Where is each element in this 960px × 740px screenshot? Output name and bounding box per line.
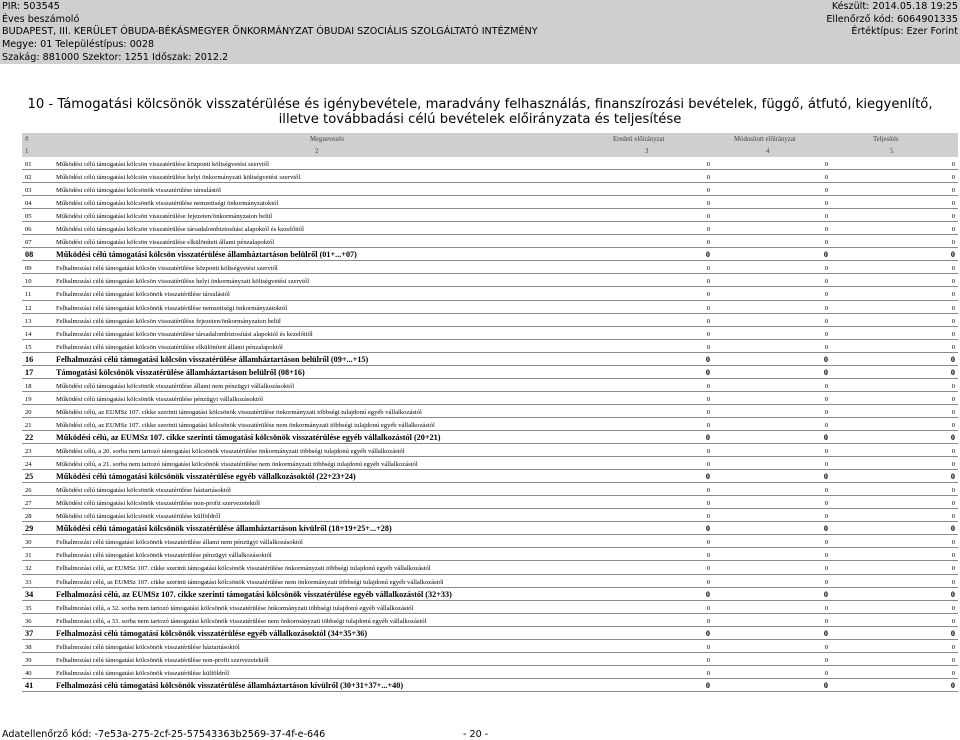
row-modified: 0 bbox=[824, 448, 828, 456]
row-name: Felhalmozási célú támogatási kölcsönök visszatérülése nemzetiségi önkormányzatoktól bbox=[56, 304, 288, 312]
row-name: Felhalmozási célú támogatási kölcsönök visszatérülése társulástól bbox=[56, 291, 230, 299]
row-modified: 0 bbox=[824, 330, 828, 338]
row-original: 0 bbox=[706, 278, 710, 286]
table-row bbox=[22, 561, 958, 574]
row-name: Felhalmozási célú támogatási kölcsön visszatérülése elkülönített állami pénzalapoktól bbox=[56, 343, 283, 351]
row-actual: 0 bbox=[951, 565, 955, 573]
row-original: 0 bbox=[706, 656, 710, 664]
row-original: 0 bbox=[706, 513, 710, 521]
row-name: Működési célú támogatási kölcsönök visszatérülése pénzügyi vállalkozásoktól bbox=[56, 395, 263, 403]
row-actual: 0 bbox=[951, 669, 955, 677]
row-number: 25 bbox=[25, 472, 34, 482]
row-number: 36 bbox=[25, 617, 32, 625]
row-modified: 0 bbox=[823, 589, 828, 599]
row-number: 37 bbox=[25, 628, 34, 638]
row-number: 30 bbox=[25, 539, 32, 547]
table-row bbox=[22, 366, 958, 379]
page-title: 10 - Támogatási kölcsönök visszatérülése és igénybevétele, maradvány felhasználás, finanszírozási bevételek, függő, átfutó, kiegyenlítő, illetve továbbadási célú bevételek előirányzata és teljesítése bbox=[27, 97, 933, 127]
table-row bbox=[22, 353, 958, 366]
row-actual: 0 bbox=[951, 382, 955, 390]
row-number: 20 bbox=[25, 408, 32, 416]
header-sector: Szakág: 881000 Szektor: 1251 Időszak: 2012.2 bbox=[2, 51, 229, 63]
row-number: 15 bbox=[25, 343, 32, 351]
row-actual: 0 bbox=[951, 552, 955, 560]
row-actual: 0 bbox=[950, 432, 955, 442]
row-actual: 0 bbox=[951, 291, 955, 299]
row-original: 0 bbox=[706, 408, 710, 416]
table-row bbox=[22, 301, 958, 314]
table-row bbox=[22, 457, 958, 470]
row-modified: 0 bbox=[824, 408, 828, 416]
row-actual: 0 bbox=[951, 539, 955, 547]
table-row bbox=[22, 209, 958, 222]
row-actual: 0 bbox=[951, 187, 955, 195]
col-header-original: Eredeti előirányzat bbox=[613, 136, 665, 143]
row-name: Működési célú támogatási kölcsön visszatérülése fejezeten/önkormányzaton belül bbox=[56, 213, 273, 221]
page-number: - 20 - bbox=[463, 729, 489, 740]
row-original: 0 bbox=[706, 213, 710, 221]
row-original: 0 bbox=[706, 330, 710, 338]
row-original: 0 bbox=[705, 250, 710, 260]
row-modified: 0 bbox=[823, 432, 828, 442]
row-modified: 0 bbox=[824, 161, 828, 168]
table-row bbox=[22, 614, 958, 627]
row-name: Felhalmozási célú támogatási kölcsön visszatérülése központi költségvetési szervtől bbox=[56, 265, 278, 273]
row-number: 41 bbox=[25, 680, 34, 690]
row-number: 32 bbox=[25, 565, 32, 573]
col-header-name: Megnevezés bbox=[310, 136, 344, 143]
row-actual: 0 bbox=[951, 643, 955, 651]
row-name: Felhalmozási célú támogatási kölcsönök visszatérülése háztartásoktól bbox=[56, 643, 240, 651]
row-number: 06 bbox=[25, 226, 32, 234]
col-number-4: 4 bbox=[766, 148, 770, 155]
header-created: Készült: 2014.05.18 19:25 bbox=[831, 1, 958, 12]
row-actual: 0 bbox=[951, 213, 955, 221]
row-modified: 0 bbox=[824, 317, 828, 325]
col-header-modified: Módosított előirányzat bbox=[734, 136, 796, 143]
row-name: Felhalmozási célú támogatási kölcsönök visszatérülése non-profit szervezetektől bbox=[56, 656, 269, 664]
table-row bbox=[22, 548, 958, 561]
row-actual: 0 bbox=[951, 408, 955, 416]
row-modified: 0 bbox=[824, 278, 828, 286]
row-actual: 0 bbox=[950, 472, 955, 482]
header-institution: BUDAPEST, III. KERÜLET ÓBUDA-BÉKÁSMEGYER ÖNKORMÁNYZAT ÓBUDAI SZOCIÁLIS SZOLGÁLTATÓ INTÉZMÉNY bbox=[2, 26, 538, 38]
row-name: Felhalmozási célú támogatási kölcsön visszatérülése fejezeten/önkormányzaton belül bbox=[56, 317, 281, 325]
row-number: 04 bbox=[25, 200, 32, 208]
table-row bbox=[22, 222, 958, 235]
table-row bbox=[22, 483, 958, 496]
row-name: Működési célú, az EUMSz 107. cikke szerinti támogatási kölcsönök visszatérülése egyéb vállalkozástól (20+21) bbox=[56, 432, 441, 442]
header-left bbox=[2, 1, 538, 65]
row-number: 18 bbox=[25, 382, 32, 390]
row-name: Felhalmozási célú támogatási kölcsönök visszatérülése pénzügyi vállalkozásoktól bbox=[56, 552, 272, 560]
row-name: Működési célú támogatási kölcsön visszatérülése elkülönített állami pénzalapoktól bbox=[56, 239, 275, 247]
row-modified: 0 bbox=[823, 524, 828, 534]
row-number: 08 bbox=[25, 250, 34, 260]
row-number: 33 bbox=[25, 578, 32, 586]
row-number: 40 bbox=[25, 669, 32, 677]
row-number: 39 bbox=[25, 656, 32, 664]
row-name: Működési célú támogatási kölcsön visszatérülése helyi önkormányzati költségvetési szervtől bbox=[56, 174, 301, 182]
row-name: Támogatási kölcsönök visszatérülése államháztartáson belülről (08+16) bbox=[56, 367, 305, 377]
row-name: Működési célú támogatási kölcsönök visszatérülése külföldről bbox=[56, 513, 221, 521]
table-row bbox=[22, 314, 958, 327]
table-row bbox=[22, 679, 958, 692]
row-original: 0 bbox=[706, 461, 710, 469]
row-actual: 0 bbox=[950, 524, 955, 534]
row-actual: 0 bbox=[951, 226, 955, 234]
row-modified: 0 bbox=[824, 513, 828, 521]
row-name: Felhalmozási célú támogatási kölcsön visszatérülése társadalombiztosítási alapoktól és kezelőitől bbox=[56, 330, 313, 338]
row-original: 0 bbox=[706, 343, 710, 351]
row-original: 0 bbox=[705, 589, 710, 599]
table-row bbox=[22, 170, 958, 183]
table-row bbox=[22, 535, 958, 548]
row-modified: 0 bbox=[824, 291, 828, 299]
row-actual: 0 bbox=[951, 448, 955, 456]
row-modified: 0 bbox=[824, 578, 828, 586]
row-name: Működési célú támogatási kölcsönök visszatérülése állami nem pénzügyi vállalkozásoktól bbox=[56, 382, 295, 390]
row-modified: 0 bbox=[824, 304, 828, 312]
header-pir: PIR: 503545 bbox=[2, 1, 60, 12]
row-original: 0 bbox=[706, 291, 710, 299]
table-row bbox=[22, 418, 958, 431]
row-number: 03 bbox=[25, 187, 32, 195]
row-actual: 0 bbox=[951, 395, 955, 403]
row-actual: 0 bbox=[951, 265, 955, 273]
row-modified: 0 bbox=[824, 617, 828, 625]
col-number-2: 2 bbox=[315, 148, 319, 155]
col-header-number: # bbox=[25, 136, 29, 143]
table-row bbox=[22, 522, 958, 535]
table-row bbox=[22, 235, 958, 248]
row-number: 31 bbox=[25, 552, 32, 560]
row-name: Felhalmozási célú támogatási kölcsön visszatérülése helyi önkormányzati költségvetési szervtől bbox=[56, 278, 310, 286]
table-row bbox=[22, 327, 958, 340]
row-modified: 0 bbox=[824, 213, 828, 221]
table-row bbox=[22, 287, 958, 300]
row-number: 35 bbox=[25, 604, 32, 612]
row-number: 13 bbox=[25, 317, 32, 325]
row-original: 0 bbox=[705, 432, 710, 442]
row-modified: 0 bbox=[824, 643, 828, 651]
row-name: Működési célú támogatási kölcsönök visszatérülése nemzetiségi önkormányzatoktól bbox=[56, 200, 279, 208]
row-original: 0 bbox=[705, 354, 710, 364]
row-actual: 0 bbox=[950, 250, 955, 260]
row-number: 34 bbox=[25, 589, 34, 599]
row-actual: 0 bbox=[951, 461, 955, 469]
row-modified: 0 bbox=[824, 500, 828, 508]
table-body bbox=[22, 157, 958, 692]
row-actual: 0 bbox=[951, 174, 955, 182]
row-original: 0 bbox=[706, 500, 710, 508]
row-actual: 0 bbox=[950, 680, 955, 690]
header-county: Megye: 01 Településtípus: 0028 bbox=[2, 39, 155, 51]
row-actual: 0 bbox=[951, 578, 955, 586]
row-modified: 0 bbox=[824, 421, 828, 429]
row-original: 0 bbox=[706, 317, 710, 325]
row-name: Felhalmozási célú támogatási kölcsönök visszatérülése külföldről bbox=[56, 669, 230, 677]
row-actual: 0 bbox=[951, 604, 955, 612]
row-modified: 0 bbox=[824, 200, 828, 208]
row-original: 0 bbox=[706, 617, 710, 625]
row-name: Működési célú, az EUMSz 107. cikke szerinti támogatási kölcsönök visszatérülése önkormányzati többségi tulajdonú egyéb vállalkozástól bbox=[56, 408, 422, 416]
row-modified: 0 bbox=[824, 382, 828, 390]
row-actual: 0 bbox=[951, 161, 955, 168]
row-modified: 0 bbox=[824, 656, 828, 664]
table-row bbox=[22, 157, 958, 170]
row-original: 0 bbox=[706, 539, 710, 547]
row-modified: 0 bbox=[824, 226, 828, 234]
row-modified: 0 bbox=[823, 250, 828, 260]
row-name: Működési célú támogatási kölcsön visszatérülése államháztartáson belülről (01+...+07) bbox=[56, 250, 357, 260]
row-name: Felhalmozási célú támogatási kölcsönök visszatérülése egyéb vállalkozásoktól (34+35+36) bbox=[56, 628, 368, 638]
row-name: Felhalmozási célú, az EUMSz 107. cikke szerinti támogatási kölcsönök visszatérülése nem önkormányzati többségi tulajdonú egyéb vállalkozástól bbox=[56, 578, 444, 586]
row-original: 0 bbox=[706, 604, 710, 612]
table-row bbox=[22, 405, 958, 418]
row-original: 0 bbox=[706, 578, 710, 586]
row-modified: 0 bbox=[823, 628, 828, 638]
row-actual: 0 bbox=[951, 500, 955, 508]
table-row bbox=[22, 627, 958, 640]
row-actual: 0 bbox=[950, 628, 955, 638]
header-report-type: Éves beszámoló bbox=[2, 13, 80, 25]
row-number: 21 bbox=[25, 421, 32, 429]
row-modified: 0 bbox=[824, 265, 828, 273]
col-header-actual: Teljesítés bbox=[873, 136, 899, 143]
row-number: 16 bbox=[25, 354, 34, 364]
row-actual: 0 bbox=[951, 421, 955, 429]
row-actual: 0 bbox=[951, 487, 955, 495]
row-original: 0 bbox=[706, 304, 710, 312]
table-header bbox=[22, 133, 958, 157]
row-original: 0 bbox=[706, 200, 710, 208]
table-row bbox=[22, 392, 958, 405]
col-number-5: 5 bbox=[890, 148, 894, 155]
row-original: 0 bbox=[706, 565, 710, 573]
row-name: Működési célú támogatási kölcsönök visszatérülése államháztartáson kívülről (18+19+25+...+28) bbox=[56, 524, 392, 534]
row-actual: 0 bbox=[951, 656, 955, 664]
row-number: 26 bbox=[25, 487, 32, 495]
table-row bbox=[22, 653, 958, 666]
row-name: Felhalmozási célú támogatási kölcsönök visszatérülése állami nem pénzügyi vállalkozásoktól bbox=[56, 539, 303, 547]
row-modified: 0 bbox=[824, 461, 828, 469]
row-name: Működési célú támogatási kölcsönök visszatérülése háztartásoktól bbox=[56, 487, 231, 495]
row-modified: 0 bbox=[823, 367, 828, 377]
row-original: 0 bbox=[706, 552, 710, 560]
table-row bbox=[22, 444, 958, 457]
col-number-1: 1 bbox=[25, 148, 29, 155]
row-number: 14 bbox=[25, 330, 32, 338]
row-original: 0 bbox=[706, 161, 710, 168]
row-number: 17 bbox=[25, 367, 34, 377]
row-modified: 0 bbox=[824, 669, 828, 677]
row-name: Felhalmozási célú támogatási kölcsönök visszatérülése államháztartáson kívülről (30+31+37+...+40) bbox=[56, 680, 404, 690]
table-row bbox=[22, 196, 958, 209]
row-number: 38 bbox=[25, 643, 32, 651]
row-actual: 0 bbox=[950, 589, 955, 599]
row-original: 0 bbox=[705, 524, 710, 534]
header-check-code: Ellenőrző kód: 6064901335 bbox=[826, 13, 958, 25]
table-row bbox=[22, 261, 958, 274]
row-original: 0 bbox=[706, 395, 710, 403]
row-name: Működési célú, az EUMSz 107. cikke szerinti támogatási kölcsönök visszatérülése nem önkormányzati többségi tulajdonú egyéb vállalkozástól bbox=[56, 421, 435, 429]
col-number-3: 3 bbox=[645, 148, 649, 155]
row-name: Működési célú támogatási kölcsönök visszatérülése non-profit szervezetektől bbox=[56, 500, 260, 508]
table-row bbox=[22, 248, 958, 261]
row-name: Felhalmozási célú támogatási kölcsön visszatérülése államháztartáson belülről (09+...+15) bbox=[56, 354, 369, 364]
row-modified: 0 bbox=[824, 604, 828, 612]
row-original: 0 bbox=[706, 265, 710, 273]
row-number: 29 bbox=[25, 524, 34, 534]
row-number: 22 bbox=[25, 432, 34, 442]
row-original: 0 bbox=[706, 239, 710, 247]
row-modified: 0 bbox=[823, 472, 828, 482]
row-name: Felhalmozási célú, a 33. sorba nem tartozó támogatási kölcsönök visszatérülése nem önkormányzati többségi tulajdonú egyéb vállalkozástól bbox=[56, 617, 427, 625]
row-name: Működési célú támogatási kölcsönök visszatérülése társulástól bbox=[56, 187, 221, 195]
footer-check-code: Adatellenőrző kód: -7e53a-275-2cf-25-57543363b2569-37-4f-e-646 bbox=[2, 729, 326, 740]
row-number: 01 bbox=[25, 161, 32, 168]
row-actual: 0 bbox=[951, 513, 955, 521]
table-row bbox=[22, 601, 958, 614]
row-original: 0 bbox=[706, 226, 710, 234]
row-modified: 0 bbox=[824, 395, 828, 403]
row-number: 23 bbox=[25, 448, 32, 456]
row-number: 07 bbox=[25, 239, 32, 247]
row-number: 10 bbox=[25, 278, 32, 286]
row-original: 0 bbox=[705, 680, 710, 690]
table-row bbox=[22, 509, 958, 522]
row-original: 0 bbox=[706, 421, 710, 429]
row-modified: 0 bbox=[824, 239, 828, 247]
table-row bbox=[22, 496, 958, 509]
table-row bbox=[22, 666, 958, 679]
row-number: 12 bbox=[25, 304, 32, 312]
row-actual: 0 bbox=[951, 200, 955, 208]
report-header bbox=[0, 0, 960, 64]
table-row bbox=[22, 340, 958, 353]
row-modified: 0 bbox=[824, 565, 828, 573]
row-actual: 0 bbox=[951, 617, 955, 625]
header-value-type: Értéktípus: Ezer Forint bbox=[851, 26, 958, 38]
table-row bbox=[22, 274, 958, 287]
row-number: 11 bbox=[25, 291, 32, 299]
row-original: 0 bbox=[706, 448, 710, 456]
row-number: 02 bbox=[25, 174, 32, 182]
row-number: 09 bbox=[25, 265, 32, 273]
row-original: 0 bbox=[705, 367, 710, 377]
table-row bbox=[22, 431, 958, 444]
row-name: Felhalmozási célú, az EUMSz 107. cikke szerinti támogatási kölcsönök visszatérülése egyéb vállalkozástól (32+33) bbox=[56, 589, 452, 599]
row-modified: 0 bbox=[823, 354, 828, 364]
row-name: Működési célú támogatási kölcsön visszatérülése központi költségvetési szervtől bbox=[56, 161, 269, 168]
row-number: 24 bbox=[25, 461, 32, 469]
row-original: 0 bbox=[706, 669, 710, 677]
row-original: 0 bbox=[706, 487, 710, 495]
row-original: 0 bbox=[706, 382, 710, 390]
row-actual: 0 bbox=[951, 330, 955, 338]
row-actual: 0 bbox=[951, 317, 955, 325]
header-right bbox=[826, 1, 958, 39]
row-name: Működési célú támogatási kölcsönök visszatérülése egyéb vállalkozásoktól (22+23+24) bbox=[56, 472, 356, 482]
row-name: Felhalmozási célú, az EUMSz 107. cikke szerinti támogatási kölcsönök visszatérülése önkormányzati többségi tulajdonú egyéb vállalkozástól bbox=[56, 565, 431, 573]
row-actual: 0 bbox=[950, 354, 955, 364]
row-original: 0 bbox=[706, 643, 710, 651]
row-original: 0 bbox=[706, 174, 710, 182]
row-actual: 0 bbox=[951, 343, 955, 351]
row-number: 27 bbox=[25, 500, 32, 508]
row-name: Működési célú, a 20. sorba nem tartozó támogatási kölcsönök visszatérülése önkormányzati többségi tulajdonú egyéb vállalkozástól bbox=[56, 448, 405, 456]
row-name: Működési célú támogatási kölcsön visszatérülése társadalombiztosítási alapoktól és kezelőitől bbox=[56, 226, 304, 234]
table-row bbox=[22, 379, 958, 392]
row-original: 0 bbox=[706, 187, 710, 195]
table-row bbox=[22, 588, 958, 601]
row-original: 0 bbox=[705, 472, 710, 482]
row-modified: 0 bbox=[824, 174, 828, 182]
table-row bbox=[22, 640, 958, 653]
row-original: 0 bbox=[705, 628, 710, 638]
row-name: Felhalmozási célú, a 32. sorba nem tartozó támogatási kölcsönök visszatérülése önkormányzati többségi tulajdonú egyéb vállalkozástól bbox=[56, 604, 414, 612]
row-modified: 0 bbox=[824, 187, 828, 195]
row-actual: 0 bbox=[951, 239, 955, 247]
table-row bbox=[22, 470, 958, 483]
row-modified: 0 bbox=[824, 552, 828, 560]
row-modified: 0 bbox=[824, 487, 828, 495]
row-actual: 0 bbox=[951, 278, 955, 286]
table-row bbox=[22, 575, 958, 588]
row-actual: 0 bbox=[950, 367, 955, 377]
row-number: 05 bbox=[25, 213, 32, 221]
table-row bbox=[22, 183, 958, 196]
row-actual: 0 bbox=[951, 304, 955, 312]
row-name: Működési célú, a 21. sorba nem tartozó támogatási kölcsönök visszatérülése nem önkormányzati többségi tulajdonú egyéb vállalkozástól bbox=[56, 461, 418, 469]
row-modified: 0 bbox=[824, 343, 828, 351]
row-number: 19 bbox=[25, 395, 32, 403]
row-modified: 0 bbox=[823, 680, 828, 690]
row-number: 28 bbox=[25, 513, 32, 521]
row-modified: 0 bbox=[824, 539, 828, 547]
